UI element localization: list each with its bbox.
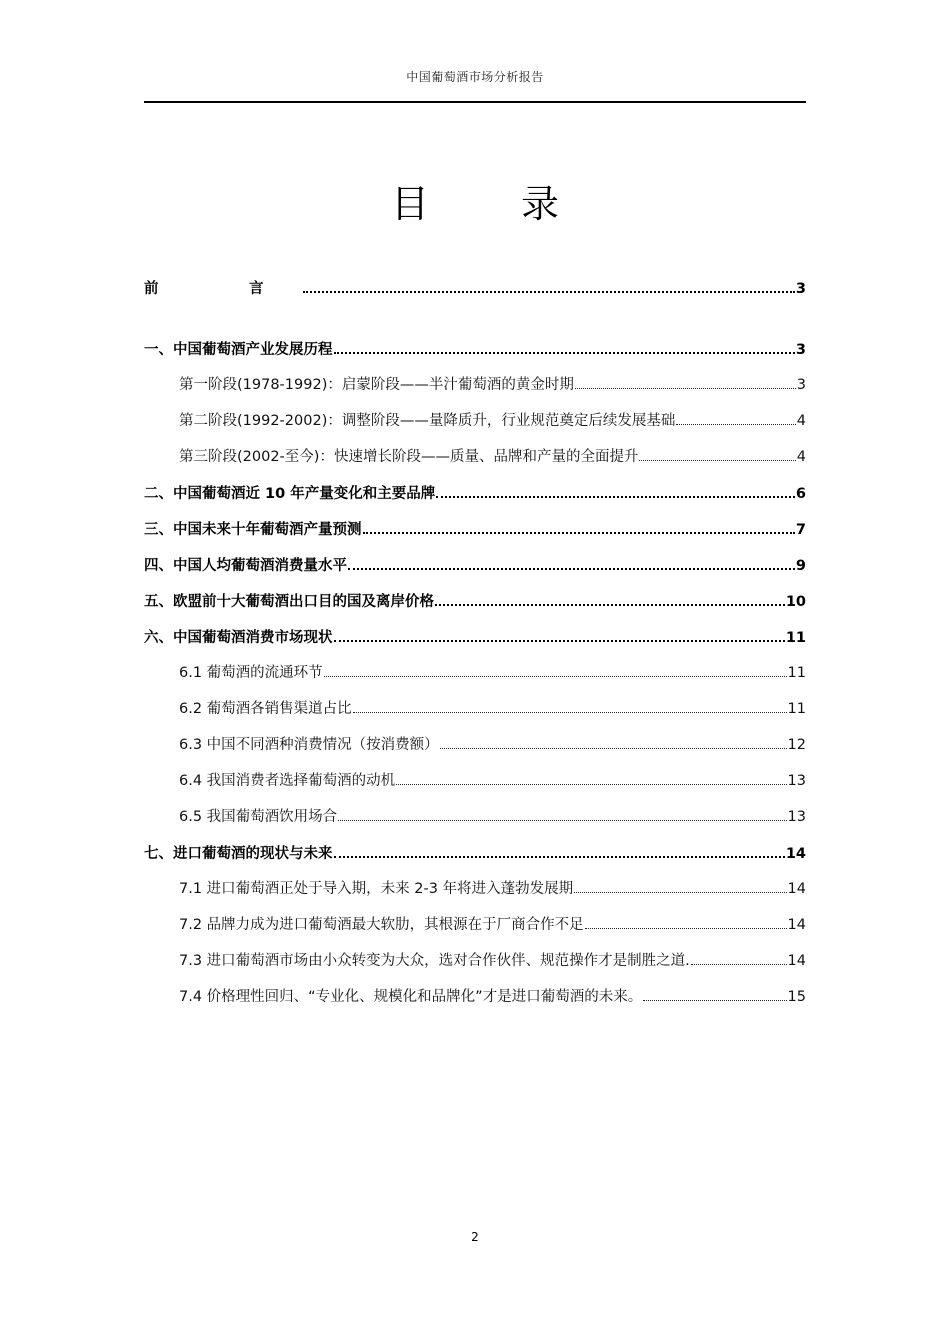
header-divider [144, 101, 806, 103]
toc-entry[interactable] [179, 878, 806, 899]
dot-leader [363, 518, 795, 534]
toc-entry-page: 3 [795, 281, 806, 297]
page-header: 中国葡萄酒市场分析报告 [406, 70, 544, 84]
dot-leader [643, 986, 786, 1001]
toc-entry[interactable] [144, 842, 806, 864]
toc-entry[interactable] [144, 338, 806, 360]
toc-entry-page: 10 [785, 594, 806, 610]
toc-entry-page: 9 [795, 558, 806, 574]
toc-entry-page: 3 [796, 377, 806, 393]
toc-entry-page: 4 [796, 413, 806, 429]
toc-entry-label: 五、欧盟前十大葡萄酒出口目的国及离岸价格 [144, 594, 434, 610]
toc-entry[interactable] [144, 277, 806, 299]
toc-entry-page: 13 [787, 809, 806, 825]
toc-entry-page: 14 [787, 917, 806, 933]
toc-entry-page: 6 [795, 486, 806, 502]
toc-entry-page: 3 [795, 342, 806, 358]
toc-entry[interactable] [144, 590, 806, 612]
dot-leader [334, 842, 785, 858]
dot-leader [396, 770, 786, 785]
toc-entry-label: 7.2 品牌力成为进口葡萄酒最大软肋，其根源在于厂商合作不足 [179, 917, 584, 933]
toc-entry-page: 11 [785, 630, 806, 646]
toc-entry[interactable] [179, 446, 806, 467]
dot-leader [435, 590, 785, 606]
toc-entry[interactable] [179, 662, 806, 683]
toc-entry-label: 二、中国葡萄酒近 10 年产量变化和主要品牌 [144, 486, 436, 502]
dot-leader [440, 734, 787, 749]
dot-leader [436, 482, 795, 498]
toc-entry-label: 6.1 葡萄酒的流通环节 [179, 665, 323, 681]
dot-leader [334, 626, 785, 642]
toc-entry[interactable] [144, 482, 806, 504]
dot-leader [348, 554, 795, 570]
dot-leader [334, 338, 795, 354]
dot-leader [338, 806, 786, 821]
toc-entry[interactable] [179, 950, 806, 971]
toc-entry-page: 4 [796, 449, 806, 465]
toc-entry-page: 15 [787, 989, 806, 1005]
toc-entry[interactable] [179, 914, 806, 935]
toc-entry[interactable] [179, 374, 806, 395]
toc-entry-page: 11 [787, 665, 806, 681]
toc-entry-label: 6.5 我国葡萄酒饮用场合 [179, 809, 338, 825]
toc-entry-page: 13 [787, 773, 806, 789]
toc-entry-label: 7.4 价格理性回归、“专业化、规模化和品牌化”才是进口葡萄酒的未来。 [179, 989, 643, 1005]
dot-leader [303, 277, 795, 293]
toc-entry[interactable] [144, 554, 806, 576]
toc-entry[interactable] [179, 734, 806, 755]
toc-entry-label: 三、中国未来十年葡萄酒产量预测 [144, 522, 362, 538]
toc-entry-label: 一、中国葡萄酒产业发展历程 [144, 342, 333, 358]
toc-entry[interactable] [179, 986, 806, 1007]
dot-leader [324, 662, 787, 677]
toc-entry-page: 7 [795, 522, 806, 538]
toc-entry-label: 6.3 中国不同酒种消费情况（按消费额） [179, 737, 439, 753]
toc-entry-page: 14 [785, 846, 806, 862]
toc-entry-page: 14 [787, 953, 806, 969]
toc-heading: 目 录 [390, 182, 600, 226]
toc-entry-label: 第二阶段(1992-2002)：调整阶段——量降质升，行业规范奠定后续发展基础 [179, 413, 676, 429]
page-number: 2 [471, 1230, 479, 1244]
toc-entry-label: 六、中国葡萄酒消费市场现状 [144, 630, 333, 646]
dot-leader [585, 914, 787, 929]
dot-leader [639, 446, 795, 461]
dot-leader [574, 878, 786, 893]
dot-leader [575, 374, 796, 389]
toc-entry-label: 6.2 葡萄酒各销售渠道占比 [179, 701, 352, 717]
toc-entry-page: 12 [787, 737, 806, 753]
toc-entry-label: 第三阶段(2002-至今)：快速增长阶段——质量、品牌和产量的全面提升 [179, 449, 639, 465]
toc-entry-page: 11 [787, 701, 806, 717]
toc-entry[interactable] [179, 770, 806, 791]
toc-entry[interactable] [144, 626, 806, 648]
toc-entry-label: 7.1 进口葡萄酒正处于导入期，未来 2-3 年将进入蓬勃发展期 [179, 881, 574, 897]
dot-leader [353, 698, 787, 713]
toc-entry[interactable] [144, 518, 806, 540]
dot-leader [676, 410, 795, 425]
toc-entry-label: 前 言 [144, 281, 302, 297]
toc-entry-page: 14 [787, 881, 806, 897]
toc-entry[interactable] [179, 698, 806, 719]
toc-entry-label: 7.3 进口葡萄酒市场由小众转变为大众，选对合作伙伴、规范操作才是制胜之道. [179, 953, 690, 969]
dot-leader [691, 950, 787, 965]
toc-entry-label: 七、进口葡萄酒的现状与未来 [144, 846, 333, 862]
toc-entry-label: 6.4 我国消费者选择葡萄酒的动机 [179, 773, 396, 789]
toc-entry-label: 四、中国人均葡萄酒消费量水平 [144, 558, 347, 574]
toc-entry[interactable] [179, 806, 806, 827]
toc-entry-label: 第一阶段(1978-1992)：启蒙阶段——半汁葡萄酒的黄金时期 [179, 377, 574, 393]
toc-entry[interactable] [179, 410, 806, 431]
